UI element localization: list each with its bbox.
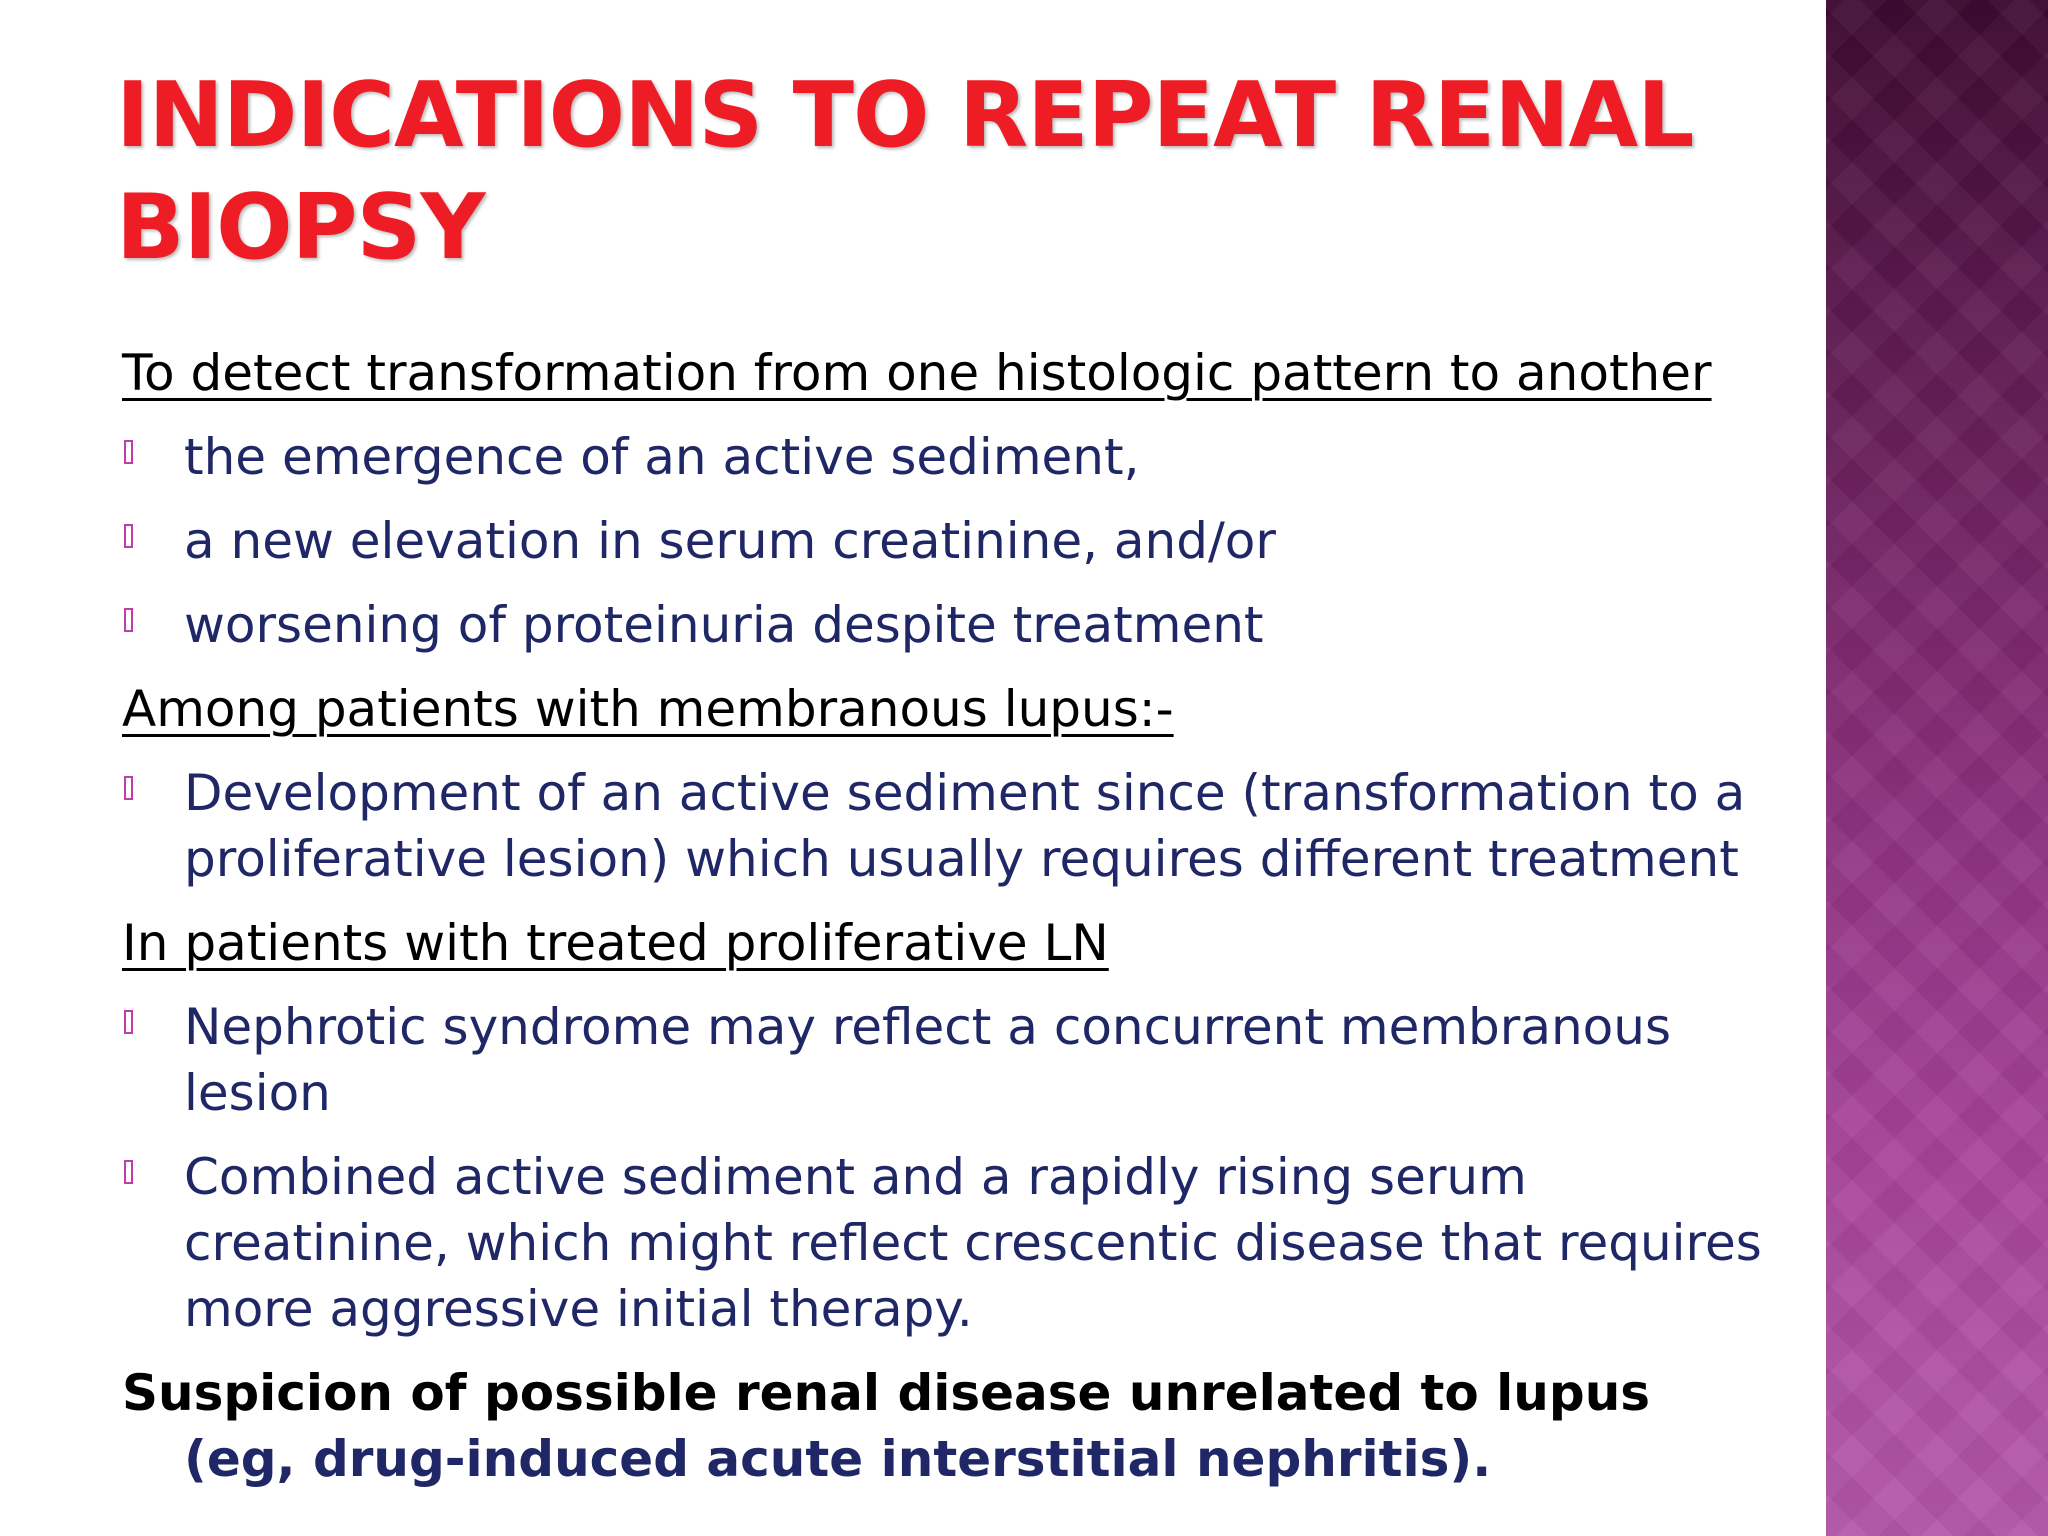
bullet-text: a new elevation in serum creatinine, and/or: [184, 512, 1276, 570]
bullet-text: Development of an active sediment since (transformation to a proliferative lesion) which usually requires different treatment: [184, 764, 1746, 888]
bullet-text: worsening of proteinuria despite treatment: [184, 596, 1264, 654]
bullet-text: Nephrotic syndrome may reflect a concurrent membranous lesion: [184, 998, 1671, 1122]
final-line-2: (eg, drug-induced acute interstitial nephritis).: [184, 1430, 1492, 1488]
bullet-square-icon: [124, 524, 133, 548]
bullet-square-icon: [124, 1160, 133, 1184]
section-heading-membranous: Among patients with membranous lupus:-: [122, 680, 1174, 738]
bullet-item: [122, 508, 1802, 574]
section-heading-transformation: To detect transformation from one histologic pattern to another: [122, 344, 1712, 402]
bullet-square-icon: [124, 440, 133, 464]
slide-body: [122, 340, 1802, 1492]
bullet-item: [122, 424, 1802, 490]
final-statement: [122, 1360, 1802, 1492]
title-line-1: INDICATIONS TO REPEAT RENAL: [116, 63, 1694, 168]
bullet-text: Combined active sediment and a rapidly rising serum creatinine, which might reflect crescentic disease that requires more aggressive initial therapy.: [184, 1148, 1762, 1338]
bullet-square-icon: [124, 1010, 133, 1034]
slide-title: [116, 60, 1766, 284]
bullet-square-icon: [124, 608, 133, 632]
decorative-side-band: [1826, 0, 2048, 1536]
bullet-square-icon: [124, 776, 133, 800]
bullet-item: [122, 1144, 1802, 1342]
bullet-text: the emergence of an active sediment,: [184, 428, 1140, 486]
bullet-item: [122, 592, 1802, 658]
bullet-item: [122, 760, 1802, 892]
final-line-1: Suspicion of possible renal disease unrelated to lupus: [122, 1364, 1651, 1422]
title-line-2: BIOPSY: [116, 175, 485, 280]
bullet-item: [122, 994, 1802, 1126]
section-heading-proliferative: In patients with treated proliferative LN: [122, 914, 1109, 972]
